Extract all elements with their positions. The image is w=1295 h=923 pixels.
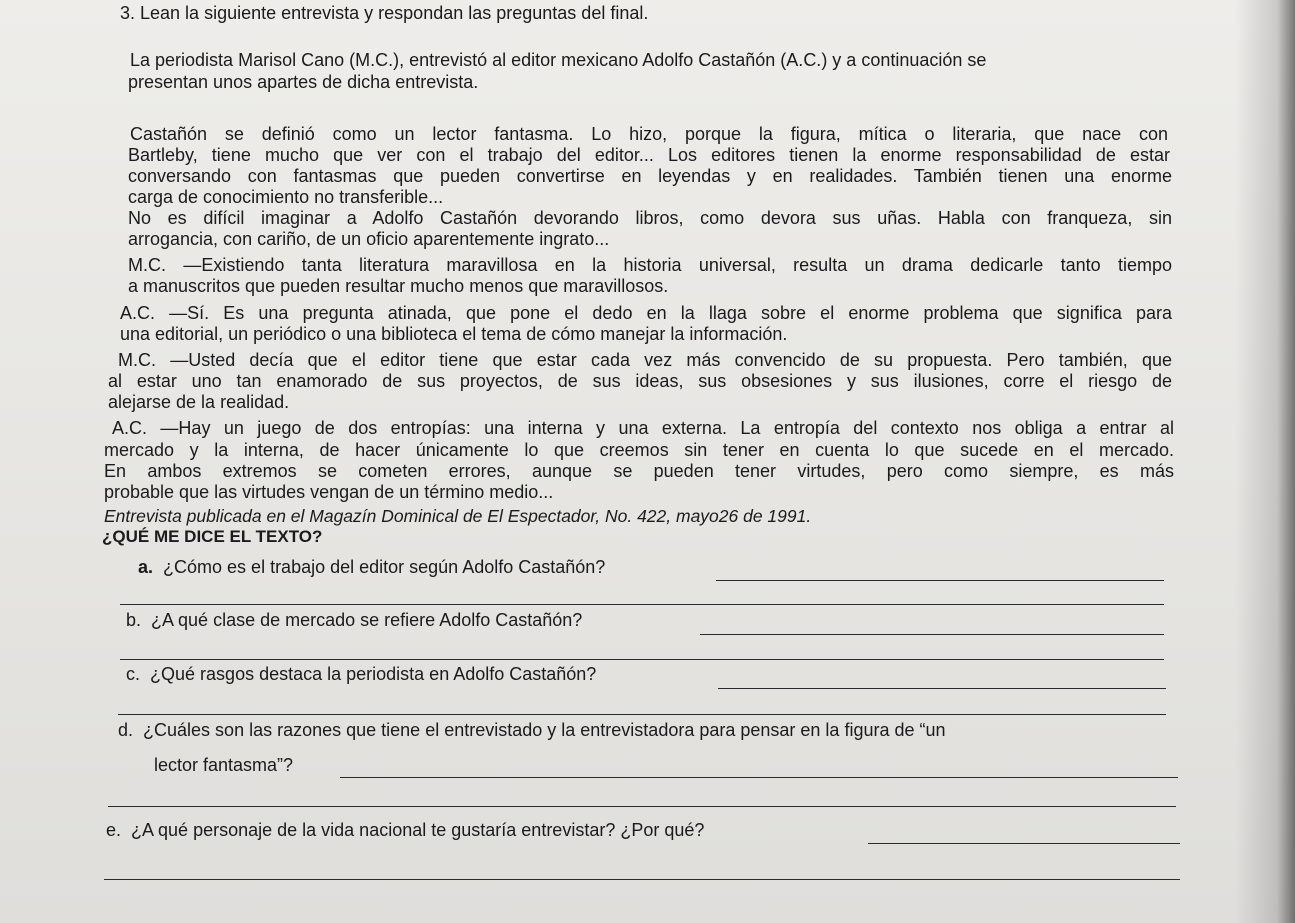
question-c: [126, 664, 596, 684]
intro-line-1: La periodista Marisol Cano (M.C.), entrevistó al editor mexicano Adolfo Castañón (A.C.) y a continuación se: [130, 50, 987, 70]
section-title: ¿QUÉ ME DICE EL TEXTO?: [102, 527, 323, 546]
answer-line-b2[interactable]: [120, 659, 1164, 660]
body-line-1: Castañón se definió como un lector fantasma. Lo hizo, porque la figura, mítica o literaria, que nace con: [130, 124, 1168, 144]
body-line-9: A.C. —Sí. Es una pregunta atinada, que pone el dedo en la llaga sobre el enorme problema que significa para: [120, 303, 1172, 323]
question-d-text: ¿Cuáles son las razones que tiene el entrevistado y la entrevistadora para pensar en la figura de “un: [143, 720, 946, 740]
question-e-text: ¿A qué personaje de la vida nacional te gustaría entrevistar? ¿Por qué?: [131, 820, 705, 840]
question-c-text: ¿Qué rasgos destaca la periodista en Adolfo Castañón?: [150, 664, 597, 684]
question-d-continuation: lector fantasma”?: [154, 755, 294, 775]
question-b-text: ¿A qué clase de mercado se refiere Adolfo Castañón?: [151, 610, 583, 630]
body-line-8: a manuscritos que pueden resultar mucho menos que maravillosos.: [128, 276, 669, 296]
answer-line-e2[interactable]: [104, 879, 1180, 880]
body-line-4: carga de conocimiento no transferible...: [128, 187, 444, 207]
page-shadow: [1235, 0, 1295, 923]
answer-line-d2[interactable]: [108, 806, 1176, 807]
question-c-letter: c.: [126, 664, 141, 684]
answer-line-c2[interactable]: [118, 714, 1166, 715]
body-line-7: M.C. —Existiendo tanta literatura maravillosa en la historia universal, resulta un drama dedicarle tanto tiempo: [128, 255, 1172, 275]
question-b: [126, 610, 582, 630]
body-line-16: En ambos extremos se cometen errores, aunque se pueden tener virtudes, pero como siempre, es más: [104, 461, 1174, 481]
question-b-letter: b.: [126, 610, 142, 630]
body-line-6: arrogancia, con cariño, de un oficio aparentemente ingrato...: [128, 229, 610, 249]
intro-line-2: presentan unos apartes de dicha entrevista.: [128, 72, 479, 92]
answer-line-a1[interactable]: [716, 580, 1164, 581]
body-line-13: alejarse de la realidad.: [108, 392, 290, 412]
answer-line-b1[interactable]: [700, 634, 1164, 635]
answer-line-d1[interactable]: [340, 777, 1178, 778]
body-line-2: Bartleby, tiene mucho que ver con el trabajo del editor... Los editores tienen la enorme responsabilidad de estar: [128, 145, 1170, 165]
question-a-text: ¿Cómo es el trabajo del editor según Adolfo Castañón?: [163, 557, 606, 577]
source-citation: Entrevista publicada en el Magazín Dominical de El Espectador, No. 422, mayo26 de 1991.: [104, 506, 812, 526]
body-line-5: No es difícil imaginar a Adolfo Castañón devorando libros, como devora sus uñas. Habla con franqueza, sin: [128, 208, 1172, 228]
body-line-15: mercado y la interna, de hacer únicamente lo que creemos sin tener en cuenta lo que sucede en el mercado.: [104, 440, 1174, 460]
answer-line-c1[interactable]: [718, 688, 1166, 689]
question-e: [106, 820, 704, 840]
question-d: [118, 720, 946, 740]
question-a: [138, 557, 605, 577]
answer-line-e1[interactable]: [868, 843, 1180, 844]
instruction: 3. Lean la siguiente entrevista y respondan las preguntas del final.: [120, 3, 649, 23]
body-line-14: A.C. —Hay un juego de dos entropías: una interna y una externa. La entropía del contexto nos obliga a entrar al: [112, 418, 1174, 438]
body-line-12: al estar uno tan enamorado de sus proyectos, de sus ideas, sus obsesiones y sus ilusiones, corre el riesgo de: [108, 371, 1172, 391]
body-line-11: M.C. —Usted decía que el editor tiene que estar cada vez más convencido de su propuesta. Pero también, que: [118, 350, 1172, 370]
body-line-10: una editorial, un periódico o una biblioteca el tema de cómo manejar la información.: [120, 324, 788, 344]
body-line-17: probable que las virtudes vengan de un término medio...: [104, 482, 554, 502]
question-a-letter: a.: [138, 557, 154, 577]
answer-line-a2[interactable]: [120, 604, 1164, 605]
body-line-3: conversando con fantasmas que pueden convertirse en leyendas y en realidades. También tienen una enorme: [128, 166, 1172, 186]
question-d-letter: d.: [118, 720, 134, 740]
question-e-letter: e.: [106, 820, 122, 840]
